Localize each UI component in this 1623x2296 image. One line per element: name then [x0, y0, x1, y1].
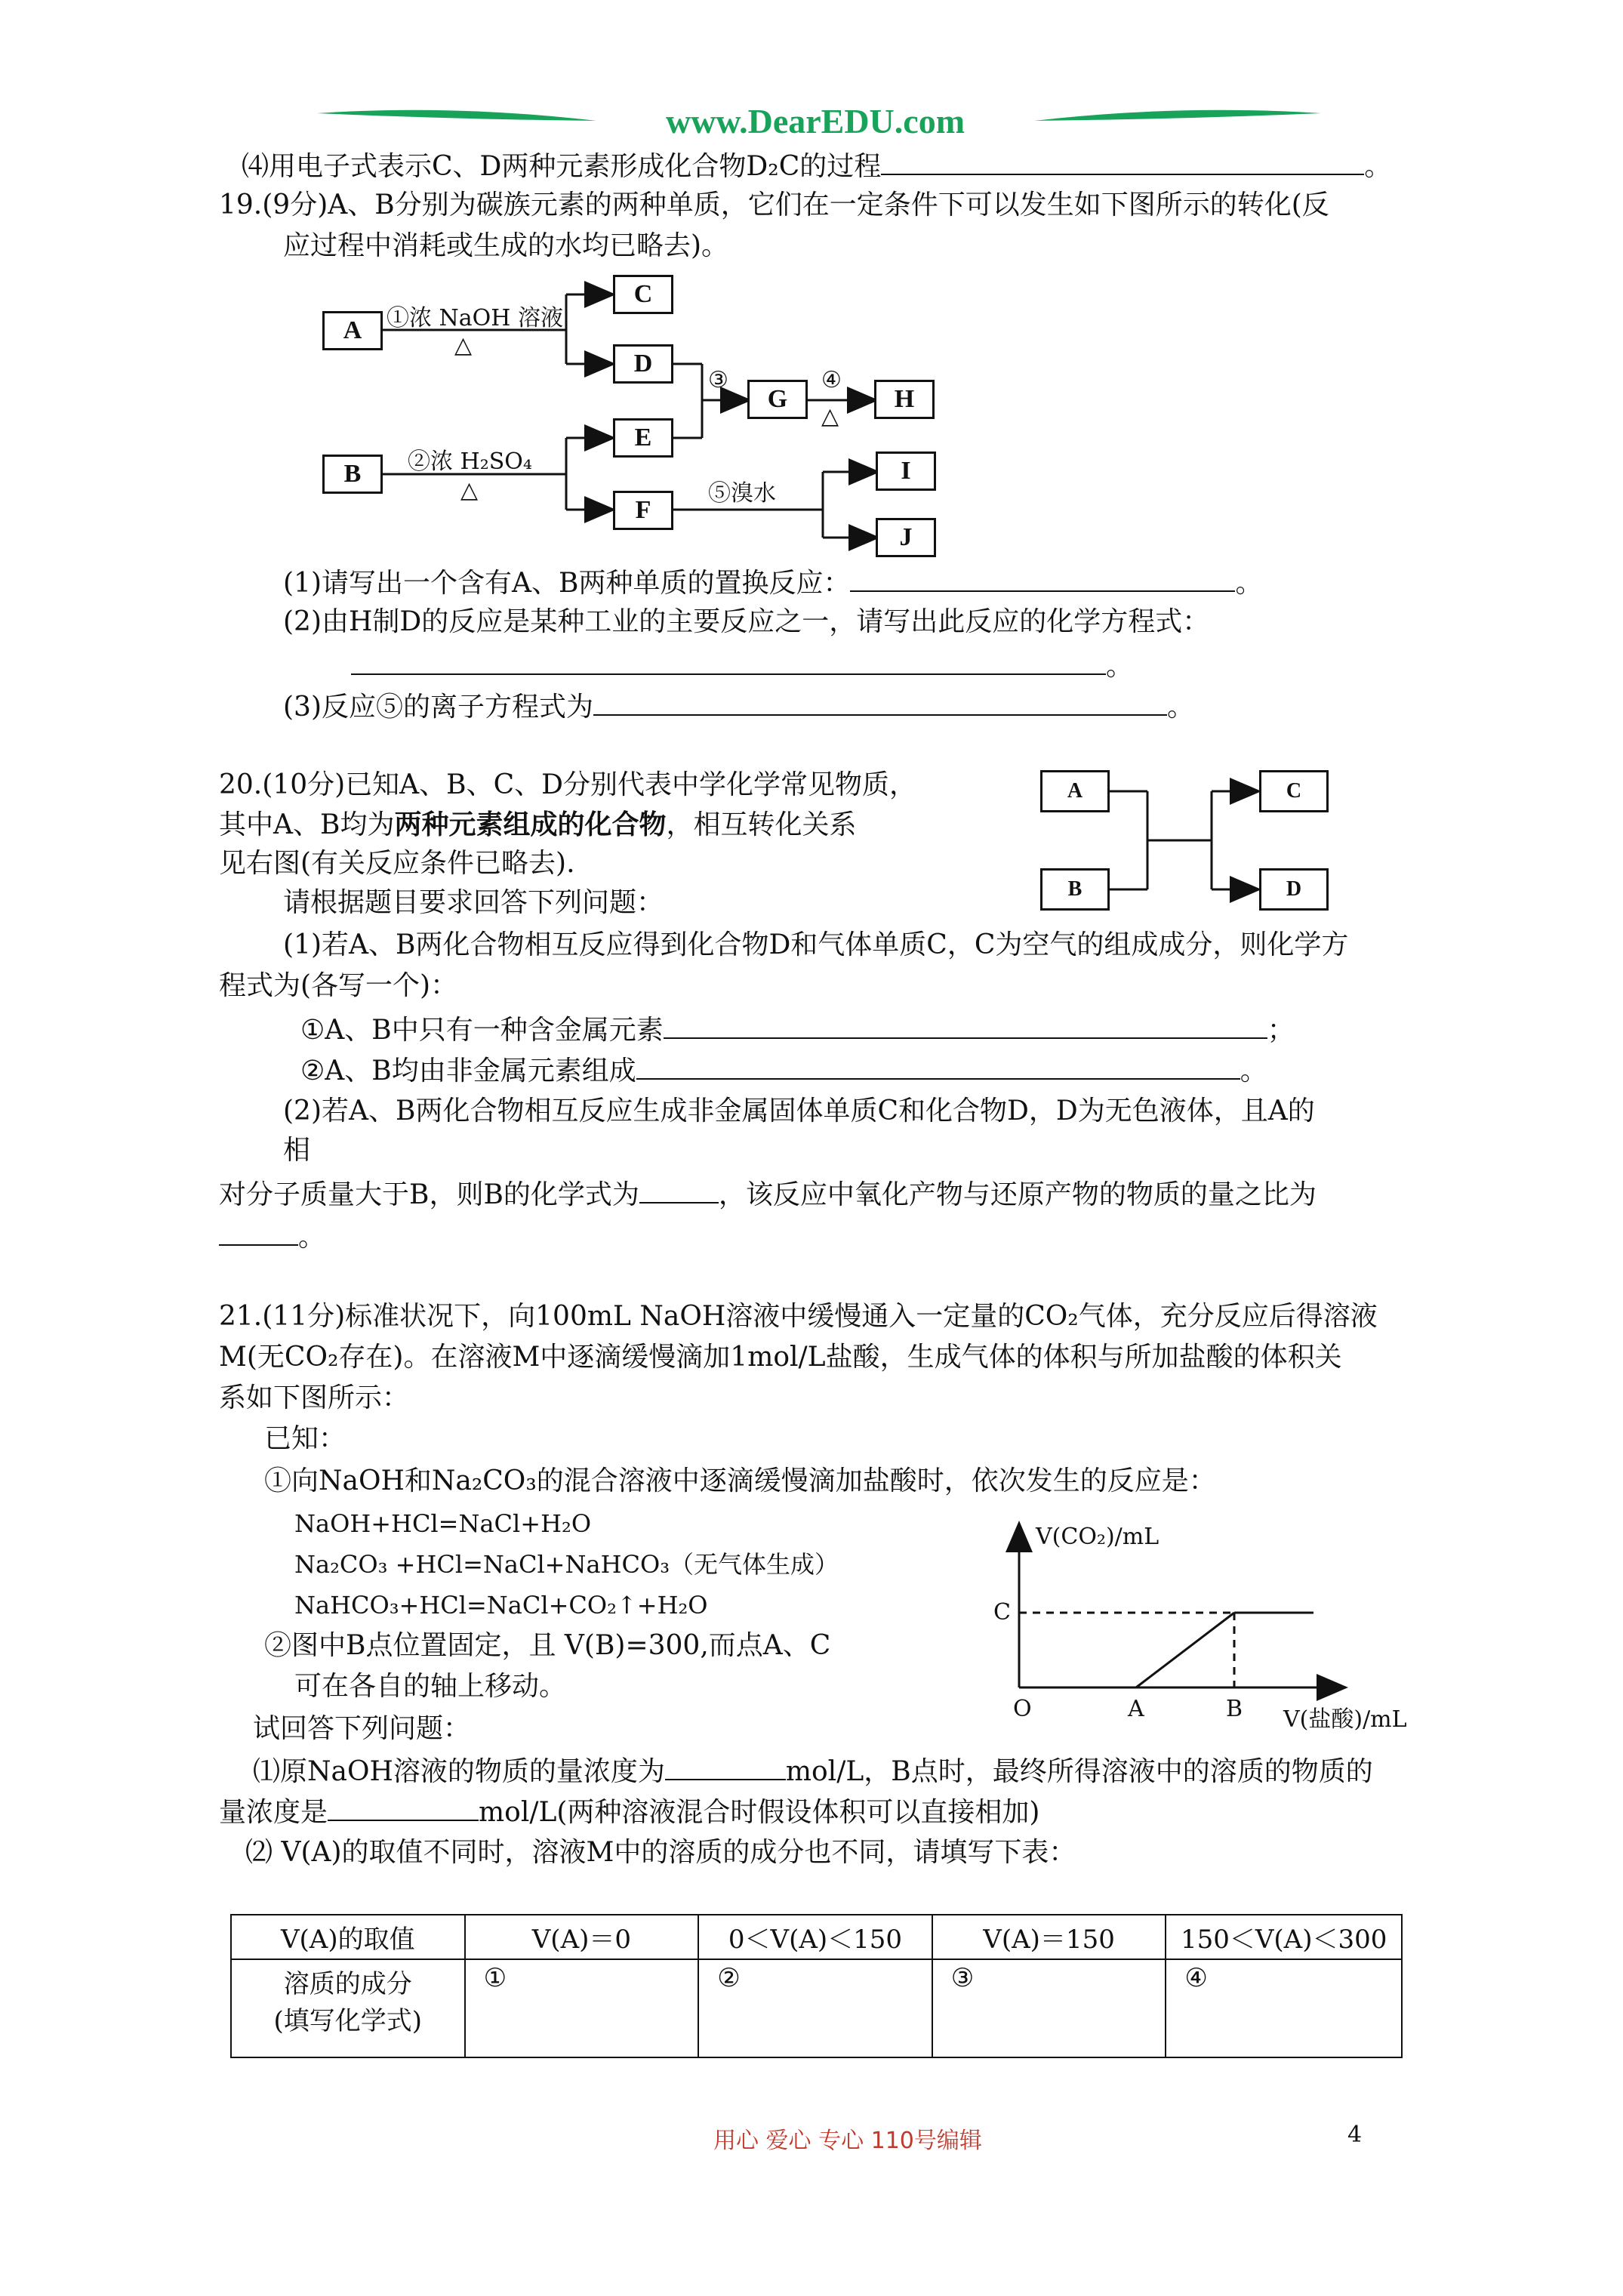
q20-line2: 其中A、B均为两种元素组成的化合物，相互转化关系	[219, 809, 857, 840]
q21-line2: M(无CO₂存在)。在溶液M中逐滴缓慢滴加1mol/L盐酸，生成气体的体积与所加盐酸的体积关	[219, 1342, 1342, 1373]
q21-r3: NaHCO₃+HCl=NaCl+CO₂↑+H₂O	[294, 1591, 708, 1620]
q20-node-a: A	[1040, 770, 1110, 812]
header-site: www.DearEDU.com	[665, 102, 965, 140]
q21-k2: ②图中B点位置固定，且 V(B)=300,而点A、C	[264, 1630, 831, 1661]
q19-node-a: A	[322, 311, 383, 350]
q19-edge1-label: ①浓 NaOH 溶液	[387, 305, 563, 331]
q20-line9: (2)若A、B两化合物相互反应生成非金属固体单质C和化合物D，D为无色液体，且A的	[283, 1096, 1315, 1126]
q21-graph-xlabel: V(盐酸)/mL	[1283, 1706, 1407, 1733]
q21-table-cell[interactable]: ④	[1166, 1959, 1402, 2057]
q21-table-cell[interactable]: ①	[465, 1959, 699, 2057]
q21-table-cell[interactable]: ③	[932, 1959, 1166, 2057]
q20-line7: ①A、B中只有一种含金属元素 ；	[300, 1012, 1295, 1047]
q20-line1: 20.(10分)已知A、B、C、D分别代表中学化学常见物质，	[219, 769, 917, 800]
q19-edge4-heat: △	[821, 403, 839, 430]
q21-table-row-label: 溶质的成分 (填写化学式)	[231, 1959, 465, 2057]
q21-known: 已知：	[264, 1423, 346, 1454]
q19-node-g: G	[747, 380, 808, 419]
q21-table-header: 0＜V(A)＜150	[698, 1915, 932, 1959]
q19-sub1: (1)请写出一个含有A、B两种单质的置换反应： 。	[283, 565, 1262, 600]
q20-node-d: D	[1259, 868, 1329, 911]
q19-edge4-label: ④	[821, 367, 842, 393]
q21-graph-point-c: C	[993, 1599, 1011, 1626]
q21-graph-point-b: B	[1226, 1696, 1243, 1722]
q21-graph-rise-line	[1136, 1613, 1234, 1687]
q20-line11: 对分子质量大于B，则B的化学式为 ，该反应中氧化产物与还原产物的物质的量之比为	[219, 1176, 1317, 1212]
q20-line12: 。	[219, 1219, 325, 1254]
q21-r2: Na₂CO₃ +HCl=NaCl+NaHCO₃（无气体生成）	[294, 1550, 839, 1579]
q21-graph-origin: O	[1013, 1696, 1032, 1722]
q19-edge2-heat: △	[460, 477, 479, 504]
q21-table-header: V(A)的取值	[231, 1915, 465, 1959]
q19-node-i: I	[876, 451, 936, 491]
q21-ask: 试回答下列问题：	[253, 1713, 471, 1744]
q21-table-header-row	[231, 1915, 1402, 1959]
q20-line3: 见右图(有关反应条件已略去).	[219, 848, 575, 879]
q20-line6: 程式为(各写一个)：	[219, 970, 458, 1001]
q21-table-row	[231, 1959, 1402, 2057]
q21-table	[230, 1914, 1403, 2058]
q21-table-header: 150＜V(A)＜300	[1166, 1915, 1402, 1959]
q19-sub3: (3)反应⑤的离子方程式为 。	[283, 689, 1194, 724]
q21-graph-point-a: A	[1128, 1696, 1144, 1722]
q21-p2: ⑵ V(A)的取值不同时，溶液M中的溶质的成分也不同，请填写下表：	[245, 1837, 1076, 1868]
q20-node-c: C	[1259, 770, 1329, 812]
footer-text: 用心 爱心 专心 110号编辑	[713, 2128, 982, 2154]
q19-edge1-heat: △	[454, 332, 473, 359]
q19-edge3-label: ③	[708, 367, 728, 393]
q19-line2: 应过程中消耗或生成的水均已略去)。	[283, 230, 729, 261]
q20-line4: 请根据题目要求回答下列问题：	[283, 887, 664, 918]
q21-table-header: V(A)＝150	[932, 1915, 1166, 1959]
q19-edge2-label: ②浓 H₂SO₄	[408, 448, 532, 475]
q19-line1: 19.(9分)A、B分别为碳族元素的两种单质，它们在一定条件下可以发生如下图所示的转化(反	[219, 190, 1329, 220]
q19-node-c: C	[613, 275, 673, 314]
q21-graph-ylabel: V(CO₂)/mL	[1036, 1524, 1160, 1550]
q21-k2b: 可在各自的轴上移动。	[294, 1671, 567, 1702]
q21-k1: ①向NaOH和Na₂CO₃的混合溶液中逐滴缓慢滴加盐酸时，依次发生的反应是：	[264, 1465, 1216, 1496]
q21-p1-line1: ⑴原NaOH溶液的物质的量浓度为 mol/L，B点时，最终所得溶液中的溶质的物质的	[253, 1753, 1373, 1789]
q20-line8: ②A、B均由非金属元素组成 。	[300, 1052, 1267, 1088]
q19-node-h: H	[874, 380, 935, 419]
q20-node-b: B	[1040, 868, 1110, 911]
q19-node-j: J	[876, 518, 936, 557]
q21-table-header: V(A)＝0	[465, 1915, 699, 1959]
q19-node-e: E	[613, 418, 673, 458]
q19-node-d: D	[613, 344, 673, 384]
q21-p1-line2: 量浓度是 mol/L(两种溶液混合时假设体积可以直接相加)	[219, 1794, 1039, 1829]
q18-part4: ⑷用电子式表示C、D两种元素形成化合物D₂C的过程 。	[242, 148, 1391, 183]
q19-sub2-blank: 。	[351, 648, 1133, 683]
q19-edge5-label: ⑤溴水	[708, 480, 776, 507]
q19-node-b: B	[322, 455, 383, 494]
q20-line10: 相	[283, 1135, 311, 1166]
q21-line3: 系如下图所示：	[219, 1382, 410, 1413]
q19-sub2: (2)由H制D的反应是某种工业的主要反应之一，请写出此反应的化学方程式：	[283, 606, 1210, 637]
q20-line5: (1)若A、B两化合物相互反应得到化合物D和气体单质C，C为空气的组成成分，则化学方	[283, 929, 1349, 960]
q21-line1: 21.(11分)标准状况下，向100mL NaOH溶液中缓慢通入一定量的CO₂气体，充分反应后得溶液	[219, 1301, 1378, 1332]
q21-r1: NaOH+HCl=NaCl+H₂O	[294, 1509, 592, 1538]
q19-node-f: F	[613, 491, 673, 530]
q21-table-cell[interactable]: ②	[698, 1959, 932, 2057]
page-number: 4	[1347, 2122, 1363, 2148]
